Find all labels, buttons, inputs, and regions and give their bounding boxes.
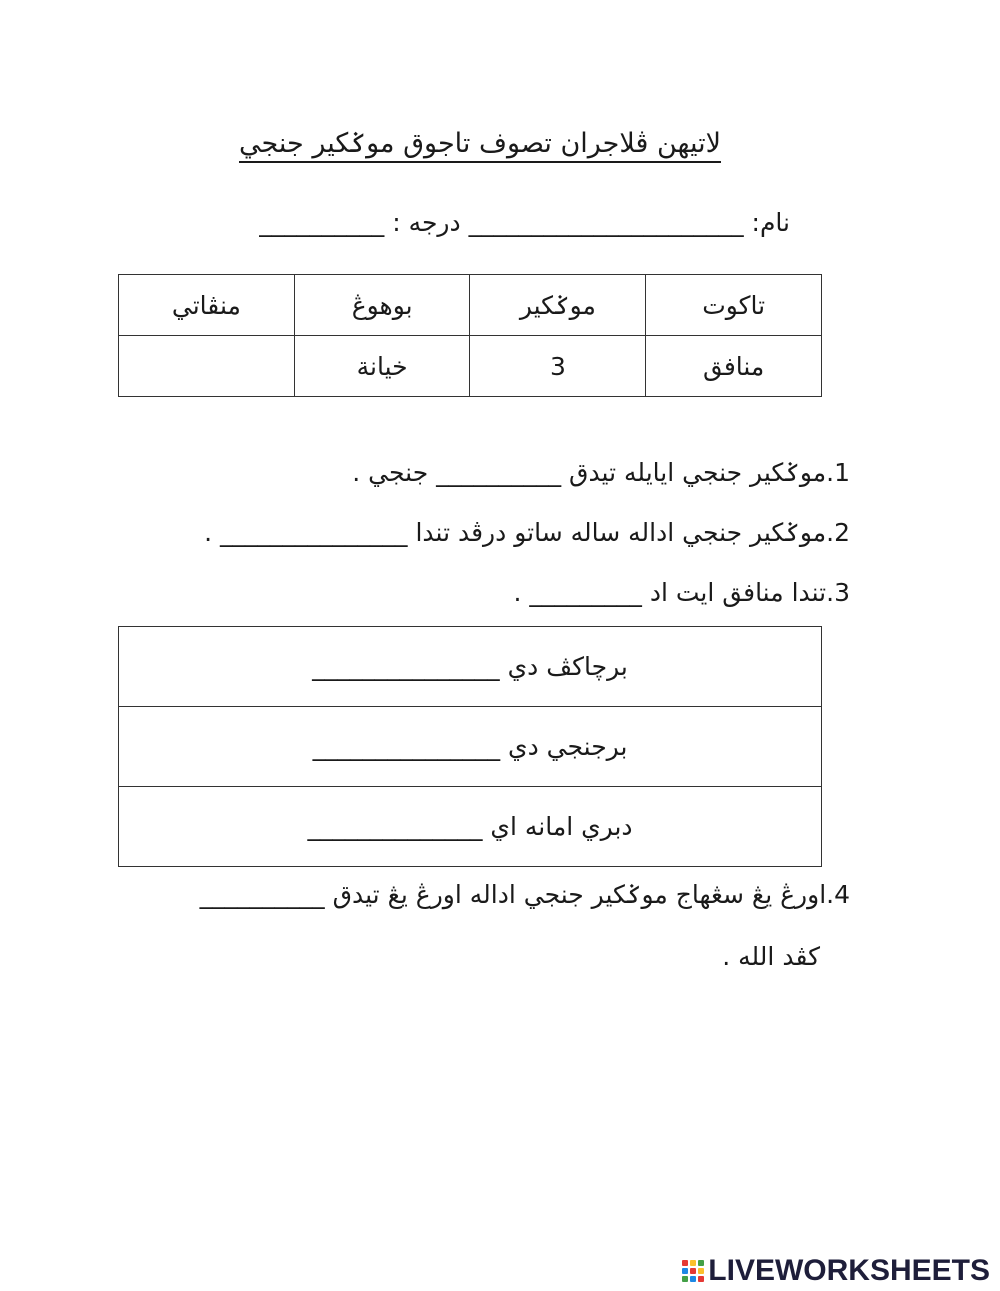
question-1: 1.موݢكير جنجي ايايله تيدق __________ جنجي .: [352, 458, 850, 487]
table-cell: دبري امانه اي ______________: [119, 787, 822, 867]
question-2: 2.موݢكير جنجي اداله ساله ساتو درڤد تندا _______________ .: [204, 518, 850, 547]
table-row: [119, 336, 822, 397]
question-4-continued: كڤد الله .: [722, 942, 820, 971]
table-cell: منافق: [646, 336, 822, 397]
liveworksheets-logo-icon: [682, 1258, 704, 1284]
question-4: 4.اورڠ يڠ سڠهاج موݢكير جنجي اداله اورڠ يڠ تيدق __________: [199, 880, 850, 909]
table-cell: منڤاتي: [119, 275, 295, 336]
table-row: [119, 627, 822, 707]
table-cell: تاكوت: [646, 275, 822, 336]
table-cell: موݢكير: [470, 275, 646, 336]
worksheet-title: لاتيهن ڤلاجران تصوف تاجوق موݢكير جنجي: [200, 128, 760, 159]
table-row: [119, 787, 822, 867]
table-cell: 3: [470, 336, 646, 397]
answer-cell[interactable]: [119, 336, 295, 397]
info-table: [118, 274, 822, 397]
table-header-row: [119, 275, 822, 336]
signs-table: [118, 626, 822, 867]
liveworksheets-brand: [682, 1254, 990, 1288]
brand-text: LIVEWORKSHEETS: [708, 1254, 990, 1287]
question-3: 3.تندا منافق ايت اد _________ .: [513, 578, 850, 607]
name-grade-line: نام: ______________________ درجه : __________: [259, 208, 790, 237]
table-row: [119, 707, 822, 787]
table-cell: خيانة: [294, 336, 470, 397]
table-cell: برچاكڤ دي _______________: [119, 627, 822, 707]
table-cell: برجنجي دي _______________: [119, 707, 822, 787]
table-cell: بوهوڠ: [294, 275, 470, 336]
